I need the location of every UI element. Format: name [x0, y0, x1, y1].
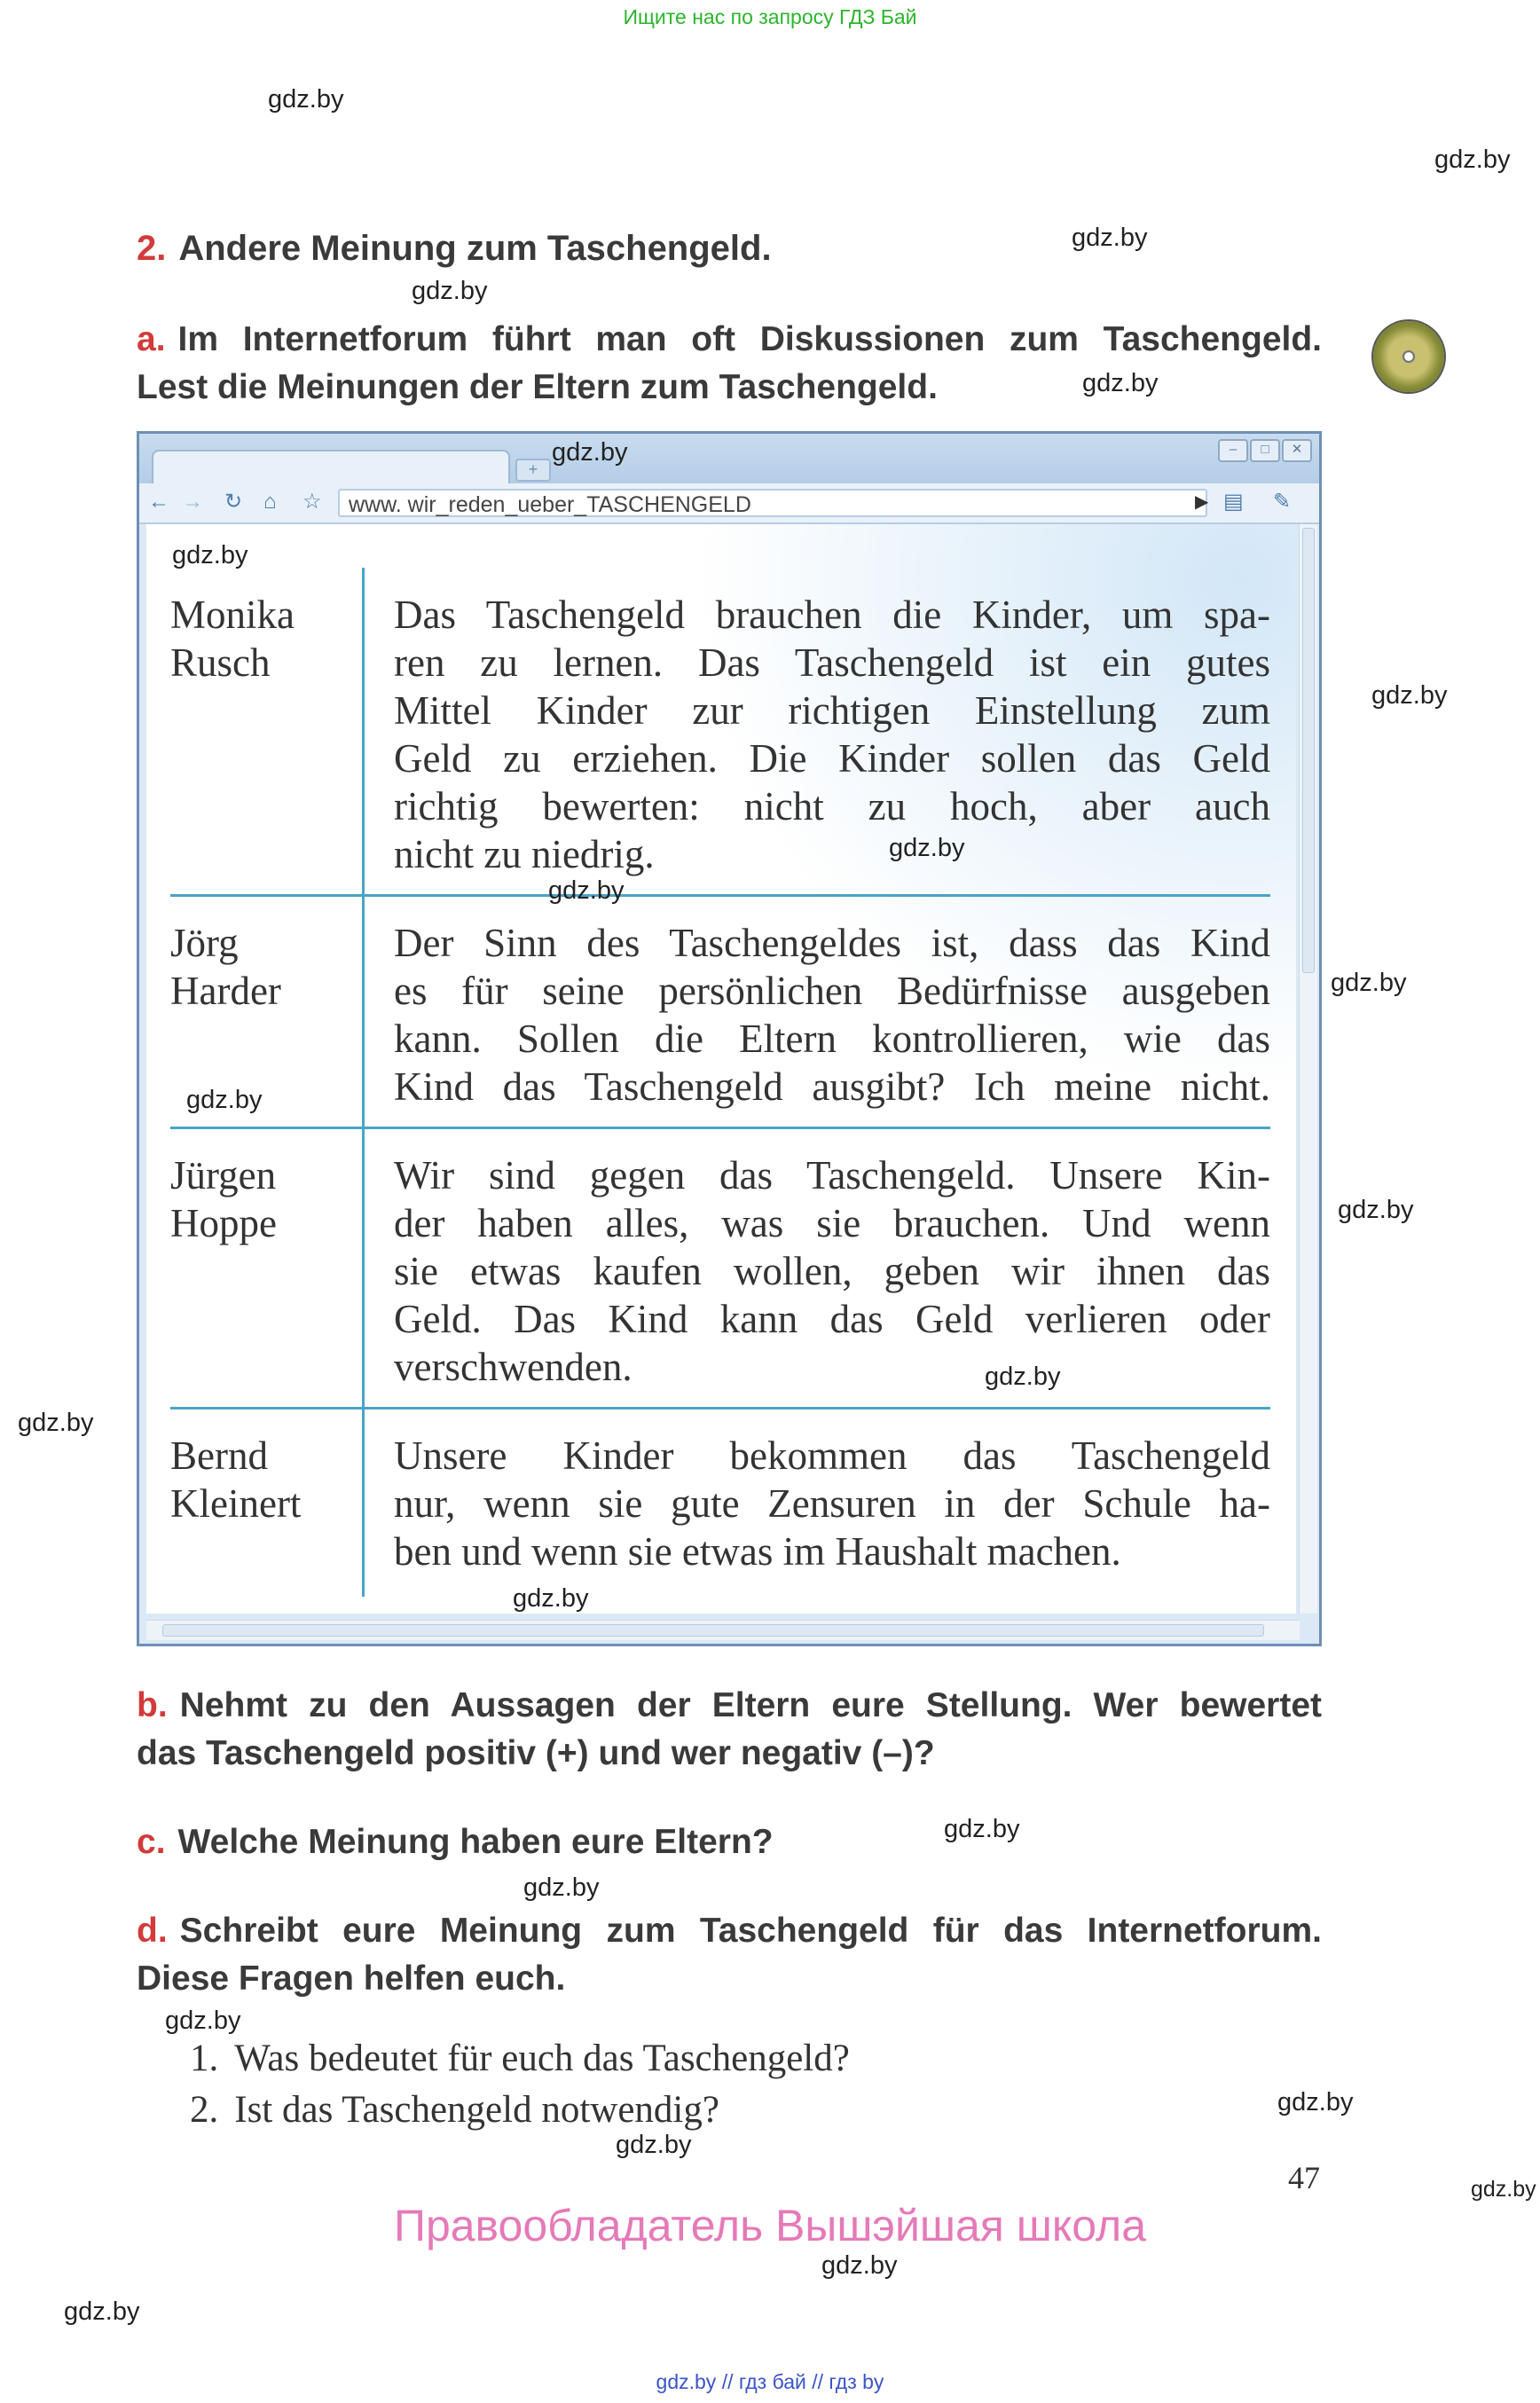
horizontal-scrollbar[interactable] [146, 1620, 1300, 1640]
forum-divider-vertical [362, 568, 365, 1597]
author-first-name: Bernd [170, 1433, 268, 1478]
watermark: gdz.by [18, 1409, 94, 1437]
footer-links[interactable]: gdz.by // гдз бай // гдз by [656, 2370, 884, 2393]
post-line: der haben alles, was sie brauchen. Und wenn [394, 1201, 1270, 1245]
question-number: 1. [190, 2038, 219, 2079]
watermark: gdz.by [412, 277, 488, 305]
task-a-line1: Im Internetforum führt man oft Diskussionen zum Taschengeld. [177, 320, 1322, 358]
browser-tab[interactable] [152, 450, 510, 485]
post-line: Mittel Kinder zur richtigen Einstellung zum [394, 688, 1270, 733]
task-b-instruction [137, 1682, 1322, 1778]
author-last-name: Rusch [170, 640, 271, 685]
post-line: Kind das Taschengeld ausgibt? Ich meine nicht. [394, 1064, 1270, 1109]
task-d-instruction [137, 1907, 1322, 2003]
forward-icon[interactable]: → [182, 490, 203, 514]
watermark: gdz.by [1082, 369, 1159, 397]
scroll-thumb[interactable] [162, 1624, 1264, 1637]
post-line: nicht zu niedrig. [394, 832, 655, 876]
watermark: gdz.by [64, 2297, 140, 2326]
watermark: gdz.by [889, 834, 965, 862]
author-last-name: Harder [170, 969, 281, 1013]
watermark: gdz.by [1331, 969, 1407, 997]
author-first-name: Jörg [170, 921, 239, 965]
forum-divider [170, 1407, 1270, 1410]
watermark: gdz.by [552, 438, 628, 467]
watermark: gdz.by [1338, 1196, 1414, 1224]
wrench-icon[interactable]: ✎ [1273, 490, 1292, 514]
question-text: Ist das Taschengeld notwendig? [234, 2089, 719, 2131]
watermark: gdz.by [268, 85, 344, 114]
post-line: Der Sinn des Taschengeldes ist, dass das Kind [394, 921, 1270, 965]
task-letter: a. [137, 320, 166, 358]
question-text: Was bedeutet für euch das Taschengeld? [234, 2038, 850, 2079]
author-last-name: Kleinert [170, 1481, 302, 1526]
scroll-thumb[interactable] [1302, 528, 1315, 973]
post-line: ren zu lernen. Das Taschengeld ist ein gutes [394, 640, 1270, 685]
reload-icon[interactable]: ↻ [224, 490, 243, 514]
task-heading [137, 229, 772, 269]
task-d-line1: Schreibt eure Meinung zum Taschengeld für das Internetforum. [179, 1912, 1322, 1950]
watermark: gdz.by [1277, 2088, 1354, 2116]
go-icon[interactable]: ▶ [1195, 492, 1209, 512]
back-icon[interactable]: ← [148, 490, 169, 514]
window-controls [1218, 439, 1312, 460]
watermark: gdz.by [548, 876, 625, 905]
forum-divider [170, 894, 1270, 897]
browser-toolbar [139, 483, 1319, 524]
watermark: gdz.by [944, 1815, 1020, 1843]
task-d-line2: Diese Fragen helfen euch. [137, 1959, 566, 1998]
task-a-instruction [137, 316, 1322, 412]
page-number: 47 [1288, 2160, 1320, 2195]
tab-strip [139, 434, 1319, 483]
task-b-line1: Nehmt zu den Aussagen der Eltern eure Stellung. Wer bewertet [179, 1686, 1322, 1724]
forum-post [394, 591, 1270, 878]
post-line: Geld. Das Kind kann das Geld verlieren oder [394, 1297, 1270, 1341]
forum-author [170, 919, 348, 1015]
question-item [190, 2088, 719, 2132]
close-icon[interactable]: ✕ [1282, 439, 1312, 462]
watermark: gdz.by [821, 2251, 898, 2280]
watermark: gdz.by [165, 2006, 241, 2035]
post-line: Wir sind gegen das Taschengeld. Unsere Kin- [394, 1153, 1270, 1198]
minimize-icon[interactable]: – [1218, 439, 1248, 462]
post-line: Das Taschengeld brauchen die Kinder, um spa- [394, 593, 1270, 637]
question-number: 2. [190, 2089, 219, 2131]
task-number: 2. [137, 229, 167, 268]
watermark: gdz.by [1072, 224, 1148, 252]
post-line: sie etwas kaufen wollen, geben wir ihnen das [394, 1249, 1270, 1293]
vertical-scrollbar[interactable] [1299, 524, 1317, 1614]
page-icon[interactable]: ▤ [1223, 490, 1244, 514]
new-tab-icon[interactable]: + [515, 459, 551, 482]
forum-post [394, 1151, 1270, 1391]
watermark: gdz.by [1471, 2177, 1536, 2202]
watermark: gdz.by [172, 541, 248, 569]
watermark: gdz.by [616, 2131, 692, 2159]
forum-post [394, 919, 1270, 1111]
task-c-text: Welche Meinung haben eure Eltern? [177, 1823, 774, 1861]
author-first-name: Jürgen [170, 1153, 277, 1198]
watermark: gdz.by [1434, 145, 1511, 174]
copyright-notice: Правообладатель Вышэйшая школа [394, 2201, 1146, 2250]
watermark: gdz.by [1371, 681, 1448, 710]
address-bar[interactable]: www. wir_reden_ueber_TASCHENGELD [338, 489, 1207, 517]
forum-author [170, 591, 348, 687]
post-line: richtig bewerten: nicht zu hoch, aber auch [394, 784, 1270, 828]
watermark: gdz.by [513, 1584, 589, 1613]
task-letter: b. [137, 1686, 168, 1724]
watermark: gdz.by [985, 1362, 1061, 1391]
forum-post [394, 1432, 1270, 1575]
task-c-instruction [137, 1818, 774, 1866]
post-line: ben und wenn sie etwas im Haushalt machen. [394, 1529, 1121, 1574]
post-line: Unsere Kinder bekommen das Taschengeld [394, 1433, 1270, 1478]
author-last-name: Hoppe [170, 1201, 277, 1245]
post-line: verschwenden. [394, 1345, 632, 1389]
watermark: gdz.by [523, 1873, 600, 1902]
audio-cd-icon [1373, 321, 1444, 392]
task-letter: d. [137, 1912, 168, 1950]
maximize-icon[interactable]: □ [1250, 439, 1280, 462]
forum-divider [170, 1127, 1270, 1129]
post-line: kann. Sollen die Eltern kontrollieren, wie das [394, 1017, 1270, 1061]
home-icon[interactable]: ⌂ [263, 490, 277, 514]
post-line: Geld zu erziehen. Die Kinder sollen das Geld [394, 736, 1270, 781]
author-first-name: Monika [170, 593, 295, 637]
post-line: es für seine persönlichen Bedürfnisse ausgeben [394, 969, 1270, 1013]
forum-author [170, 1432, 348, 1527]
post-line: nur, wenn sie gute Zensuren in der Schule ha- [394, 1481, 1270, 1526]
task-letter: c. [137, 1823, 166, 1861]
watermark: gdz.by [186, 1086, 263, 1114]
top-banner: Ищите нас по запросу ГДЗ Бай [623, 5, 917, 28]
task-b-line2: das Taschengeld positiv (+) und wer negativ (–)? [137, 1734, 935, 1772]
star-icon[interactable]: ☆ [302, 490, 322, 514]
question-item [190, 2037, 850, 2080]
task-a-line2: Lest die Meinungen der Eltern zum Taschengeld. [137, 368, 938, 406]
forum-author [170, 1151, 348, 1247]
task-title: Andere Meinung zum Taschengeld. [178, 229, 772, 268]
